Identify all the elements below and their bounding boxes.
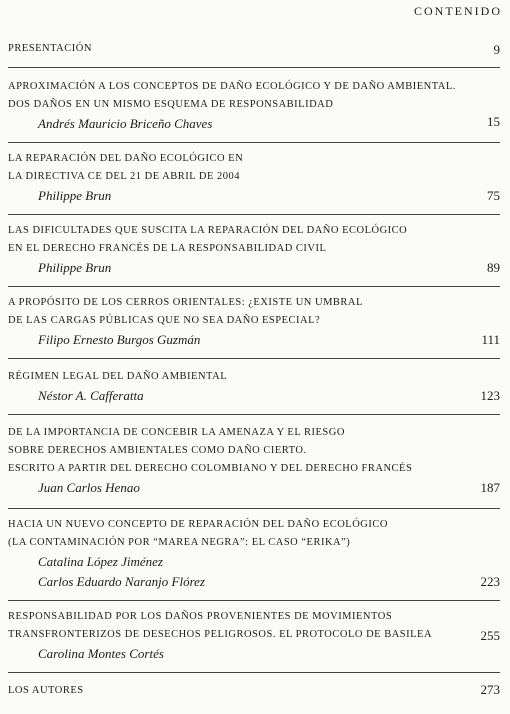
entry-title: DE LA IMPORTANCIA DE CONCEBIR LA AMENAZA Y EL RIESGO [8, 427, 345, 438]
entry-title: PRESENTACIÓN [8, 43, 92, 54]
entry-title: RÉGIMEN LEGAL DEL DAÑO AMBIENTAL [8, 371, 228, 382]
toc-entry [8, 78, 500, 134]
toc-entry [8, 150, 500, 206]
entry-author: Carlos Eduardo Naranjo Flórez [38, 574, 205, 589]
entry-title: LA REPARACIÓN DEL DAÑO ECOLÓGICO EN [8, 153, 244, 164]
page-number: 223 [480, 574, 500, 589]
entry-title: RESPONSABILIDAD POR LOS DAÑOS PROVENIENTES DE MOVIMIENTOS [8, 611, 393, 622]
entry-title: APROXIMACIÓN A LOS CONCEPTOS DE DAÑO ECOLÓGICO Y DE DAÑO AMBIENTAL. [8, 81, 456, 92]
divider [8, 142, 500, 143]
entry-title: DOS DAÑOS EN UN MISMO ESQUEMA DE RESPONSABILIDAD [8, 99, 334, 110]
entry-title: SOBRE DERECHOS AMBIENTALES COMO DAÑO CIERTO. [8, 445, 307, 456]
entry-title: EN EL DERECHO FRANCÉS DE LA RESPONSABILIDAD CIVIL [8, 243, 327, 254]
entry-author: Filipo Ernesto Burgos Guzmán [38, 332, 201, 347]
toc-entry [8, 682, 500, 700]
toc-entry [8, 368, 500, 406]
toc-entry [8, 222, 500, 278]
divider [8, 672, 500, 673]
entry-title: HACIA UN NUEVO CONCEPTO DE REPARACIÓN DEL DAÑO ECOLÓGICO [8, 519, 388, 530]
page-number: 111 [481, 332, 500, 347]
page-number: 255 [480, 628, 500, 643]
page-number: 123 [480, 388, 500, 403]
page-header: CONTENIDO [414, 4, 502, 18]
entry-title: LA DIRECTIVA CE DEL 21 DE ABRIL DE 2004 [8, 171, 241, 182]
toc-entry [8, 608, 500, 664]
toc-entry [8, 516, 500, 592]
divider [8, 508, 500, 509]
divider [8, 358, 500, 359]
page-number: 75 [487, 188, 500, 203]
page-number: 9 [493, 42, 500, 57]
page-number: 15 [487, 114, 500, 129]
entry-title: LAS DIFICULTADES QUE SUSCITA LA REPARACIÓN DEL DAÑO ECOLÓGICO [8, 225, 408, 236]
entry-title: TRANSFRONTERIZOS DE DESECHOS PELIGROSOS. EL PROTOCOLO DE BASILEA [8, 629, 433, 640]
entry-title: A PROPÓSITO DE LOS CERROS ORIENTALES: ¿EXISTE UN UMBRAL [8, 297, 363, 308]
toc-entry [8, 40, 500, 58]
page-number: 89 [487, 260, 500, 275]
entry-author: Andrés Mauricio Briceño Chaves [38, 116, 213, 131]
divider [8, 286, 500, 287]
entry-author: Carolina Montes Cortés [38, 646, 164, 661]
entry-author: Juan Carlos Henao [38, 480, 140, 495]
entry-author: Philippe Brun [38, 188, 112, 203]
entry-author: Philippe Brun [38, 260, 112, 275]
divider [8, 214, 500, 215]
divider [8, 600, 500, 601]
divider [8, 414, 500, 415]
divider [8, 67, 500, 68]
page-number: 187 [480, 480, 500, 495]
entry-title: DE LAS CARGAS PÚBLICAS QUE NO SEA DAÑO ESPECIAL? [8, 315, 321, 326]
entry-author: Néstor A. Cafferatta [38, 388, 144, 403]
toc-entry [8, 424, 500, 498]
page-number: 273 [480, 682, 500, 697]
toc-entry [8, 294, 500, 350]
entry-author: Catalina López Jiménez [38, 554, 163, 569]
entry-title: (LA CONTAMINACIÓN POR “MAREA NEGRA”: EL CASO “ERIKA”) [8, 537, 351, 548]
entry-title: LOS AUTORES [8, 685, 84, 696]
entry-title: ESCRITO A PARTIR DEL DERECHO COLOMBIANO Y DEL DERECHO FRANCÉS [8, 463, 413, 474]
